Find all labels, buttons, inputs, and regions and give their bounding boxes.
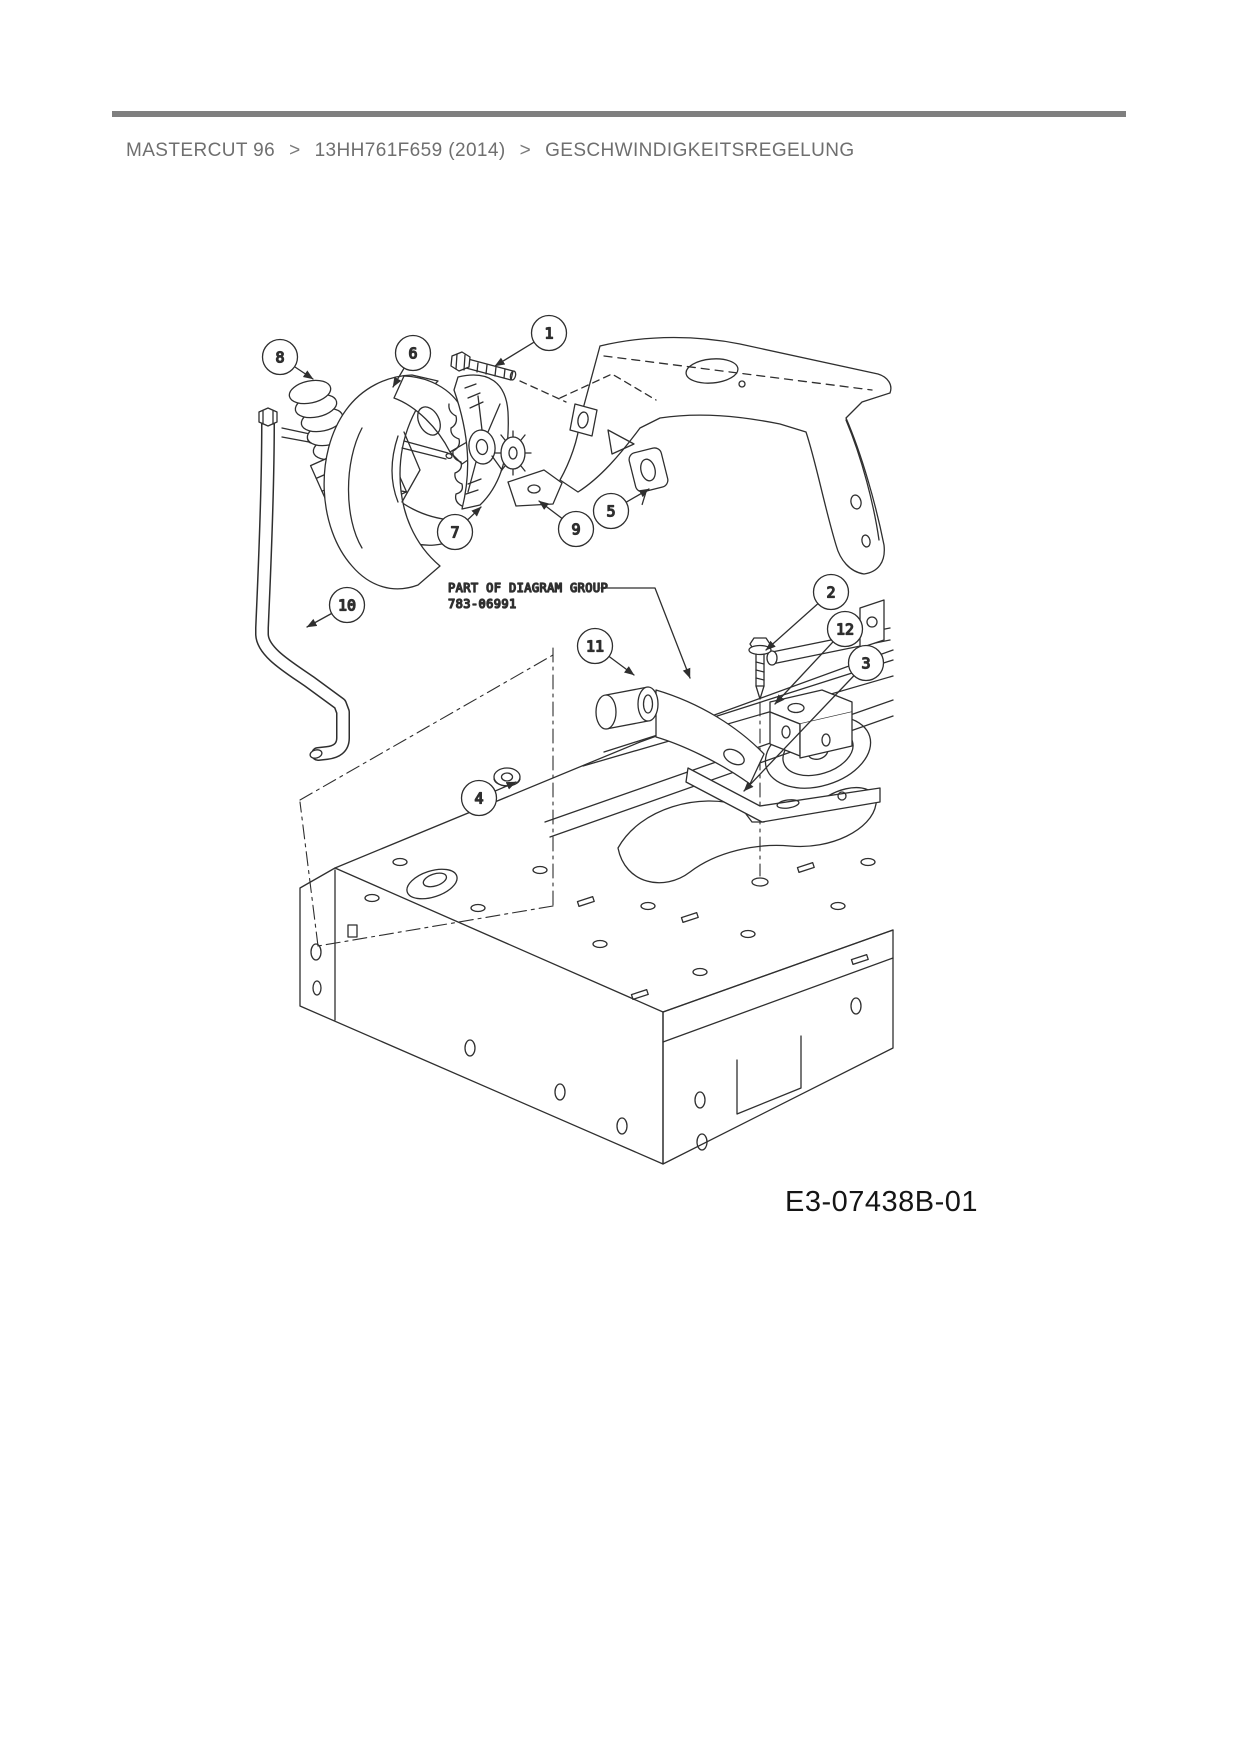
svg-text:9: 9	[571, 520, 581, 539]
svg-text:8: 8	[275, 348, 285, 367]
callout-1	[495, 316, 567, 367]
part-note-line2: 783-06991	[448, 597, 517, 611]
callout-4	[462, 781, 517, 816]
flange-bushing	[494, 768, 520, 786]
frame-plate	[300, 600, 893, 1164]
svg-text:4: 4	[474, 789, 484, 808]
support-plate	[686, 768, 880, 822]
link-arm	[596, 687, 764, 784]
callout-5	[594, 489, 650, 529]
svg-text:1: 1	[544, 324, 554, 343]
svg-text:12: 12	[835, 620, 855, 639]
breadcrumb-item-current: GESCHWINDIGKEITSREGELUNG	[545, 140, 855, 161]
breadcrumb-separator: >	[519, 140, 532, 161]
svg-text:5: 5	[606, 502, 616, 521]
cover-bracket	[560, 338, 891, 575]
svg-text:7: 7	[450, 523, 460, 542]
callout-9	[539, 501, 594, 547]
svg-text:2: 2	[826, 583, 836, 602]
adjustment-gear	[495, 431, 562, 506]
callout-11	[578, 629, 635, 676]
breadcrumb-item-model[interactable]: MASTERCUT 96	[126, 140, 276, 161]
svg-text:6: 6	[408, 344, 418, 363]
figure-code: E3-07438B-01	[785, 1186, 979, 1218]
callout-7	[438, 507, 482, 550]
mounting-bracket	[770, 690, 852, 758]
rubber-mount	[628, 446, 673, 504]
shoulder-screw	[749, 638, 771, 699]
callout-10	[307, 588, 365, 628]
breadcrumb-separator: >	[289, 140, 301, 161]
part-note	[448, 581, 690, 678]
svg-text:10: 10	[337, 596, 357, 615]
callout-8	[263, 340, 314, 380]
breadcrumb-item-serial[interactable]: 13HH761F659 (2014)	[314, 140, 506, 161]
svg-text:11: 11	[585, 637, 605, 656]
callout-3	[744, 646, 884, 792]
svg-text:3: 3	[861, 654, 871, 673]
part-note-line1: PART OF DIAGRAM GROUP	[448, 581, 609, 595]
